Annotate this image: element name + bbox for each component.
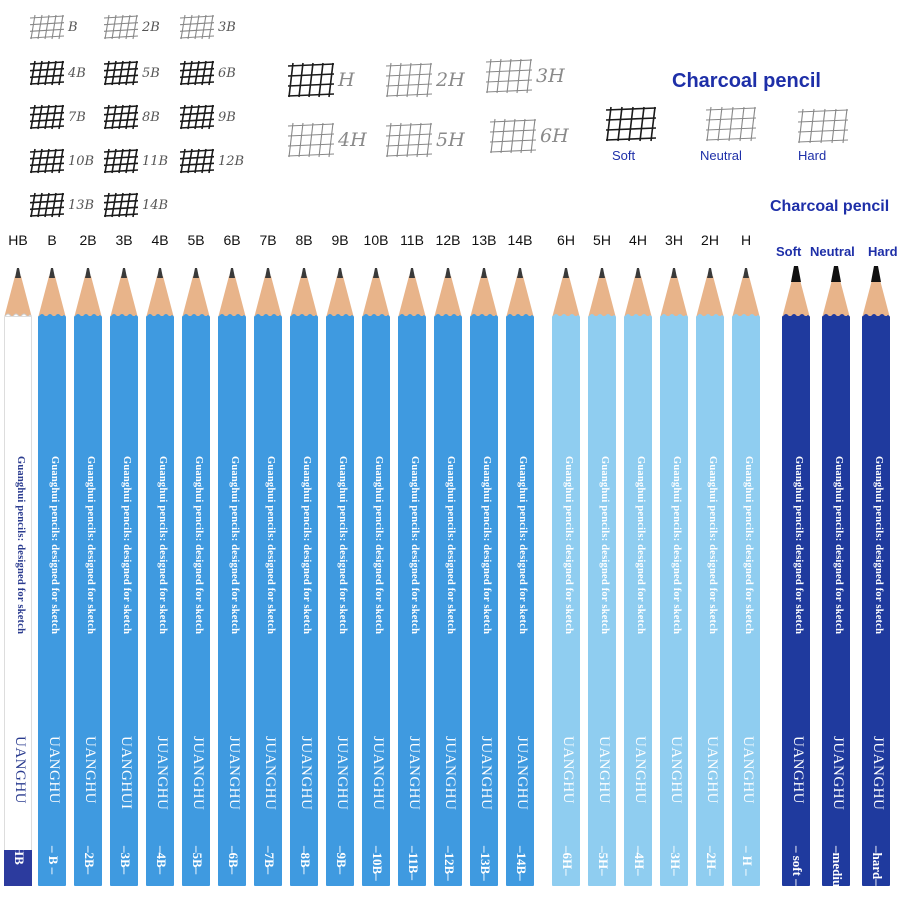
pencil-brand: Guanghui pencils: designed for sketch [15, 456, 26, 635]
pencil-4b [146, 262, 174, 886]
pencil-tip [434, 262, 462, 318]
pencil-logo: UANGHU [790, 736, 806, 804]
swatch-label: 3H [536, 65, 565, 87]
pencil-logo: JUANGHU [406, 736, 422, 811]
pencil-imprint [7, 316, 29, 876]
grade-label: 7B [259, 232, 277, 248]
grade-label: 5B [187, 232, 205, 248]
pencil-4h [624, 262, 652, 886]
pencil-brand: Guanghui pencils: designed for sketch [229, 456, 240, 635]
pencil-mark: –4H– [632, 846, 647, 876]
pencil-logo: JUANGHU [478, 736, 494, 811]
grade-label: 6B [223, 232, 241, 248]
pencil-logo: JUANGHU [298, 736, 314, 811]
pencil-imprint [113, 316, 135, 876]
pencil-mark: –11B– [406, 846, 421, 880]
swatch-label: 12B [218, 153, 245, 169]
swatch-label: 5B [142, 65, 160, 81]
pencil-mark: –10B– [370, 846, 385, 881]
swatch-label: 10B [68, 153, 95, 169]
pencil-imprint [257, 316, 279, 876]
pencil-tip [624, 262, 652, 318]
pencil-brand: Guanghui pencils: designed for sketch [49, 456, 60, 635]
swatch-13b [30, 192, 94, 218]
swatch-label: 3B [218, 19, 236, 35]
pencil-logo: UANGHU [596, 736, 612, 804]
pencil-imprint [473, 316, 495, 881]
pencil-mark: – B – [46, 846, 61, 875]
pencil-logo: UANGHU [560, 736, 576, 804]
pencil-tip [110, 262, 138, 318]
pencil-mark: –6B– [226, 846, 241, 875]
grade-label: 13B [471, 232, 497, 248]
pencil-mark: –14B– [514, 846, 529, 881]
charcoal-label-neutral: Neutral [810, 244, 855, 259]
pencil-soft [782, 262, 810, 886]
pencil-logo: JUANGHU [514, 736, 530, 811]
pencil-3b [110, 262, 138, 886]
pencil-brand: Guanghui pencils: designed for sketch [301, 456, 312, 635]
grade-label: 2B [79, 232, 97, 248]
pencil-mark: –medium– [830, 846, 845, 905]
pencil-tip [660, 262, 688, 318]
swatch-label: 4H [338, 129, 367, 151]
pencil-logo: JUANGHU [226, 736, 242, 811]
pencil-logo: JUANGHU [154, 736, 170, 811]
pencil-tip [696, 262, 724, 318]
pencil-logo: UANGHU [46, 736, 62, 804]
pencil-imprint [509, 316, 531, 881]
swatch-3b [180, 14, 236, 40]
swatch-label: 11B [142, 153, 169, 169]
pencil-brand: Guanghui pencils: designed for sketch [517, 456, 528, 635]
pencil-hard [862, 262, 890, 886]
pencil-logo: UANGHU [704, 736, 720, 804]
pencil-mark: –2H– [704, 846, 719, 876]
swatch-5h [386, 122, 465, 158]
pencil-5b [182, 262, 210, 886]
swatch-label: 7B [68, 109, 86, 125]
pencil-imprint [785, 316, 807, 886]
pencil-brand: Guanghui pencils: designed for sketch [157, 456, 168, 635]
pencil-6h [552, 262, 580, 886]
pencil-brand: Guanghui pencils: designed for sketch [707, 456, 718, 635]
charcoal-swatch-label: Hard [798, 148, 827, 163]
pencil-imprint [663, 316, 685, 876]
grade-label: 11B [400, 232, 424, 248]
swatch-label: 8B [142, 109, 160, 125]
pencil-tip [588, 262, 616, 318]
pencil-brand: Guanghui pencils: designed for sketch [337, 456, 348, 635]
pencil-brand: Guanghui pencils: designed for sketch [563, 456, 574, 635]
charcoal-swatch-label: Neutral [700, 148, 742, 163]
swatch-9b [180, 104, 236, 130]
pencil-tip [822, 262, 850, 318]
swatch-4h [288, 122, 367, 158]
swatch-2b [104, 14, 160, 40]
pencil-imprint [293, 316, 315, 876]
swatch-11b [104, 148, 168, 174]
grade-label: 3H [665, 232, 683, 248]
grade-label: 6H [557, 232, 575, 248]
pencil-brand: Guanghui pencils: designed for sketch [121, 456, 132, 635]
pencil-imprint [555, 316, 577, 876]
pencil-brand: Guanghui pencils: designed for sketch [481, 456, 492, 635]
pencil-imprint [699, 316, 721, 876]
grade-label: HB [8, 232, 28, 248]
swatch-label: 5H [436, 129, 465, 151]
pencil-logo: UANGHU [740, 736, 756, 804]
pencil-brand: Guanghui pencils: designed for sketch [793, 456, 804, 635]
grade-label: 3B [115, 232, 133, 248]
grade-label: 14B [507, 232, 533, 248]
pencil-brand: Guanghui pencils: designed for sketch [833, 456, 844, 635]
charcoal-swatch-hard [798, 108, 848, 149]
swatch-5b [104, 60, 160, 86]
pencil-imprint [865, 316, 887, 886]
grade-label: 8B [295, 232, 313, 248]
pencil-brand: Guanghui pencils: designed for sketch [265, 456, 276, 635]
pencil-tip [362, 262, 390, 318]
pencil-logo: UANGHUI [118, 736, 134, 810]
pencil-mark: –8B– [298, 846, 313, 875]
pencil-7b [254, 262, 282, 886]
pencil-imprint [627, 316, 649, 876]
pencil-brand: Guanghui pencils: designed for sketch [193, 456, 204, 635]
pencil-imprint [221, 316, 243, 876]
pencil-mark: –5B– [190, 846, 205, 875]
pencil-tip [218, 262, 246, 318]
pencil-tip [182, 262, 210, 318]
pencil-b [38, 262, 66, 886]
swatch-8b [104, 104, 160, 130]
pencil-5h [588, 262, 616, 886]
pencil-neutral [822, 262, 850, 905]
pencil-imprint [185, 316, 207, 876]
pencil-logo: JUANGHU [190, 736, 206, 811]
swatch-14b [104, 192, 168, 218]
pencil-mark: –7B– [262, 846, 277, 875]
swatch-4b [30, 60, 86, 86]
pencil-2h [696, 262, 724, 886]
pencil-imprint [401, 316, 423, 880]
pencil-imprint [735, 316, 757, 876]
pencil-3h [660, 262, 688, 886]
pencil-tip [506, 262, 534, 318]
grade-label: 2H [701, 232, 719, 248]
pencil-mark: –2B– [82, 846, 97, 875]
swatch-2h [386, 62, 465, 98]
swatch-label: H [338, 69, 355, 91]
pencil-mark: –9B– [334, 846, 349, 875]
pencil-13b [470, 262, 498, 886]
pencil-brand: Guanghui pencils: designed for sketch [373, 456, 384, 635]
swatch-label: 13B [68, 197, 95, 213]
pencil-tip [290, 262, 318, 318]
pencil-11b [398, 262, 426, 886]
pencil-10b [362, 262, 390, 886]
pencil-6b [218, 262, 246, 886]
pencil-12b [434, 262, 462, 886]
pencil-imprint [77, 316, 99, 876]
pencil-tip [732, 262, 760, 318]
pencil-tip [74, 262, 102, 318]
pencil-logo: JUANGHU [830, 736, 846, 811]
pencil-tip [470, 262, 498, 318]
grade-label: 10B [363, 232, 389, 248]
swatch-10b [30, 148, 94, 174]
swatch-h [288, 62, 355, 98]
pencil-logo: UANGHU [632, 736, 648, 804]
grade-label: 4H [629, 232, 647, 248]
pencil-brand: Guanghui pencils: designed for sketch [671, 456, 682, 635]
swatch-label: 6H [540, 125, 569, 147]
swatch-label: 2B [142, 19, 160, 35]
pencil-mark: –6H– [560, 846, 575, 876]
pencil-imprint [437, 316, 459, 881]
pencil-h [732, 262, 760, 886]
pencil-mark: –3B– [118, 846, 133, 875]
charcoal-label-soft: Soft [776, 244, 802, 259]
pencil-logo: JUANGHU [870, 736, 886, 811]
pencil-imprint [329, 316, 351, 876]
pencil-mark: HB [12, 846, 27, 865]
pencil-imprint [41, 316, 63, 876]
swatch-label: 14B [142, 197, 169, 213]
pencil-mark: –5H– [596, 846, 611, 876]
swatch-6b [180, 60, 236, 86]
pencil-tip [4, 262, 32, 318]
grade-label: 12B [435, 232, 461, 248]
swatch-label: 2H [436, 69, 465, 91]
pencil-logo: JUANGHU [334, 736, 350, 811]
pencil-brand: Guanghui pencils: designed for sketch [599, 456, 610, 635]
pencil-imprint [825, 316, 847, 905]
charcoal-swatch-label: Soft [612, 148, 636, 163]
grade-label: H [740, 232, 752, 248]
grade-label: 9B [331, 232, 349, 248]
pencil-9b [326, 262, 354, 886]
pencil-tip [38, 262, 66, 318]
pencil-2b [74, 262, 102, 886]
charcoal-swatch-neutral [706, 106, 756, 147]
pencil-mark: –13B– [478, 846, 493, 881]
charcoal-swatch-soft [606, 106, 656, 147]
pencil-hb [4, 262, 32, 886]
pencil-brand: Guanghui pencils: designed for sketch [743, 456, 754, 635]
pencil-tip [862, 262, 890, 318]
pencil-tip [146, 262, 174, 318]
grade-label: B [47, 232, 57, 248]
pencil-mark: –4B– [154, 846, 169, 875]
pencil-brand: Guanghui pencils: designed for sketch [85, 456, 96, 635]
pencil-brand: Guanghui pencils: designed for sketch [635, 456, 646, 635]
swatch-label: 6B [218, 65, 236, 81]
pencil-mark: – soft – [790, 846, 805, 886]
swatch-7b [30, 104, 86, 130]
swatch-3h [486, 58, 565, 94]
pencil-tip [254, 262, 282, 318]
pencil-8b [290, 262, 318, 886]
grade-label-row [0, 232, 900, 252]
swatch-6h [490, 118, 569, 154]
pencil-logo: JUANGHU [370, 736, 386, 811]
pencil-brand: Guanghui pencils: designed for sketch [873, 456, 884, 635]
grade-label: 5H [593, 232, 611, 248]
pencil-mark: –3H– [668, 846, 683, 876]
grade-label: 4B [151, 232, 169, 248]
charcoal-title-top: Charcoal pencil [672, 70, 821, 92]
pencil-logo: JUANGHU [262, 736, 278, 811]
swatch-12b [180, 148, 244, 174]
hatching-swatch-area [0, 0, 900, 230]
charcoal-label-hard: Hard [868, 244, 898, 259]
pencil-mark: –hard– [870, 846, 885, 886]
pencil-14b [506, 262, 534, 886]
pencil-logo: UANGHU [668, 736, 684, 804]
swatch-b [30, 14, 78, 40]
swatch-label: 4B [68, 65, 86, 81]
pencil-tip [398, 262, 426, 318]
charcoal-title-bottom: Charcoal pencil [770, 198, 890, 215]
pencil-brand: Guanghui pencils: designed for sketch [409, 456, 420, 635]
pencil-logo: UANGHU [82, 736, 98, 804]
pencil-tip [326, 262, 354, 318]
pencil-tip [782, 262, 810, 318]
pencil-brand: Guanghui pencils: designed for sketch [445, 456, 456, 635]
swatch-label: 9B [218, 109, 236, 125]
pencil-mark: – H – [740, 846, 755, 876]
pencil-logo: JUANGHU [442, 736, 458, 811]
swatch-label: B [68, 19, 78, 35]
pencil-logo: UANGHU [12, 736, 28, 804]
pencil-tip [552, 262, 580, 318]
pencil-mark: –12B– [442, 846, 457, 881]
pencil-imprint [591, 316, 613, 876]
pencil-imprint [365, 316, 387, 881]
pencil-imprint [149, 316, 171, 876]
